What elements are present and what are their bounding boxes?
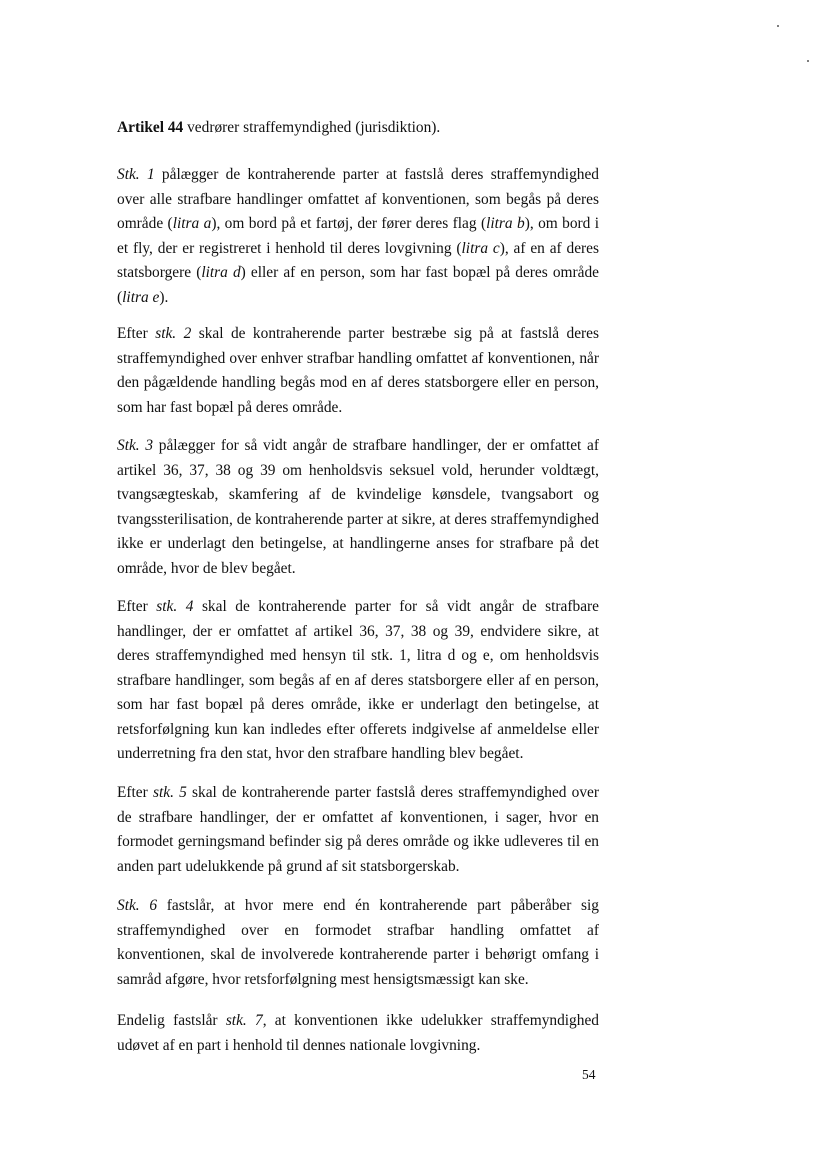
stk-reference: Stk. 3	[117, 437, 154, 454]
litra-reference: litra a	[172, 215, 212, 232]
article-heading	[117, 116, 599, 141]
paragraph-text: ), af en af deres statsborgere (	[117, 239, 599, 281]
paragraph-stk-6	[117, 894, 599, 992]
paragraph-stk-7	[117, 1009, 599, 1058]
stk-reference: stk. 7	[225, 1012, 263, 1029]
stk-reference: Stk. 1	[117, 166, 155, 183]
paragraph-text: skal de kontraherende parter fastslå deres straffemyndighed over de strafbare handlinger, der er omfattet af konventionen, i sager, hvor en formodet gerningsmand befinder sig på deres område og ikke udleveres til en anden part udelukkende på grund af sit statsborgerskab.	[117, 784, 600, 875]
litra-reference: litra e	[122, 288, 160, 306]
article-heading-text: vedrører straffemyndighed (jurisdiktion).	[183, 119, 441, 136]
paragraph-stk-5	[117, 781, 599, 879]
paragraph-text: ).	[159, 288, 169, 306]
stk-reference: stk. 2	[155, 325, 192, 342]
paragraph-text: ) eller af en person, som har fast bopæl på deres område (	[117, 264, 599, 306]
paragraph-text: Endelig fastslår	[117, 1012, 226, 1029]
article-number: Artikel 44	[117, 119, 184, 136]
paragraph-text: Efter	[117, 325, 156, 342]
scan-speck	[807, 60, 809, 62]
litra-reference: litra b	[486, 215, 525, 232]
page-number: 54	[582, 1067, 596, 1082]
litra-reference: litra d	[201, 264, 241, 281]
paragraph-text: , at konventionen ikke udelukker straffemyndighed udøvet af en part i henhold til dennes nationale lovgivning.	[117, 1012, 599, 1054]
stk-reference: stk. 5	[152, 784, 187, 801]
paragraph-stk-3	[117, 434, 599, 581]
paragraph-text: pålægger de kontraherende parter at fastslå deres straffemyndighed over alle strafbare handlinger omfattet af konventionen, som begås på deres område (	[117, 166, 599, 232]
paragraph-text: skal de kontraherende parter for så vidt angår de strafbare handlinger, der er omfattet af artikel 36, 37, 38 og 39, endvidere sikre, at deres straffemyndighed med hensyn til stk. 1, litra d og e, om henholdsvis strafbare handlinger, som begås af en af deres statsborgere eller af en person, som har fast bopæl på deres område, ikke er underlagt den betingelse, at retsforfølgning kun kan indledes efter offerets indgivelse af anmeldelse eller underretning fra den stat, hvor den strafbare handling blev begået.	[117, 598, 599, 762]
paragraph-stk-1	[117, 163, 599, 310]
scan-speck	[777, 25, 779, 27]
paragraph-text: ), om bord på et fartøj, der fører deres flag (	[211, 215, 487, 232]
litra-reference: litra c	[461, 239, 500, 257]
paragraph-text: Efter	[117, 598, 157, 615]
stk-reference: Stk. 6	[117, 897, 158, 914]
paragraph-text: Efter	[117, 784, 153, 801]
paragraph-stk-2	[117, 322, 599, 420]
stk-reference: stk. 4	[156, 598, 194, 615]
paragraph-stk-4	[117, 595, 599, 767]
paragraph-text: skal de kontraherende parter bestræbe sig på at fastslå deres straffemyndighed over enhver strafbar handling omfattet af konventionen, når den pågældende handling begås mod en af deres statsborgere eller en person, som har fast bopæl på deres område.	[117, 325, 600, 416]
paragraph-text: pålægger for så vidt angår de strafbare handlinger, der er omfattet af artikel 36, 37, 38 og 39 om henholdsvis seksuel vold, herunder voldtægt, tvangsægteskab, skamfering af de kvindelige kønsdele, tvangsabort og tvangssterilisation, de kontraherende parter at sikre, at deres straffemyndighed ikke er underlagt den betingelse, at handlingerne anses for strafbare på det område, hvor de blev begået.	[117, 437, 599, 577]
paragraph-text: ), om bord i et fly, der er registreret i henhold til deres lovgivning (	[117, 215, 600, 257]
paragraph-text: fastslår, at hvor mere end én kontraherende part påberåber sig straffemyndighed over en formodet strafbar handling omfattet af konventionen, skal de involverede kontraherende parter i behørigt omfang i samråd afgøre, hvor retsforfølgning mest hensigtsmæssigt kan ske.	[117, 897, 599, 988]
